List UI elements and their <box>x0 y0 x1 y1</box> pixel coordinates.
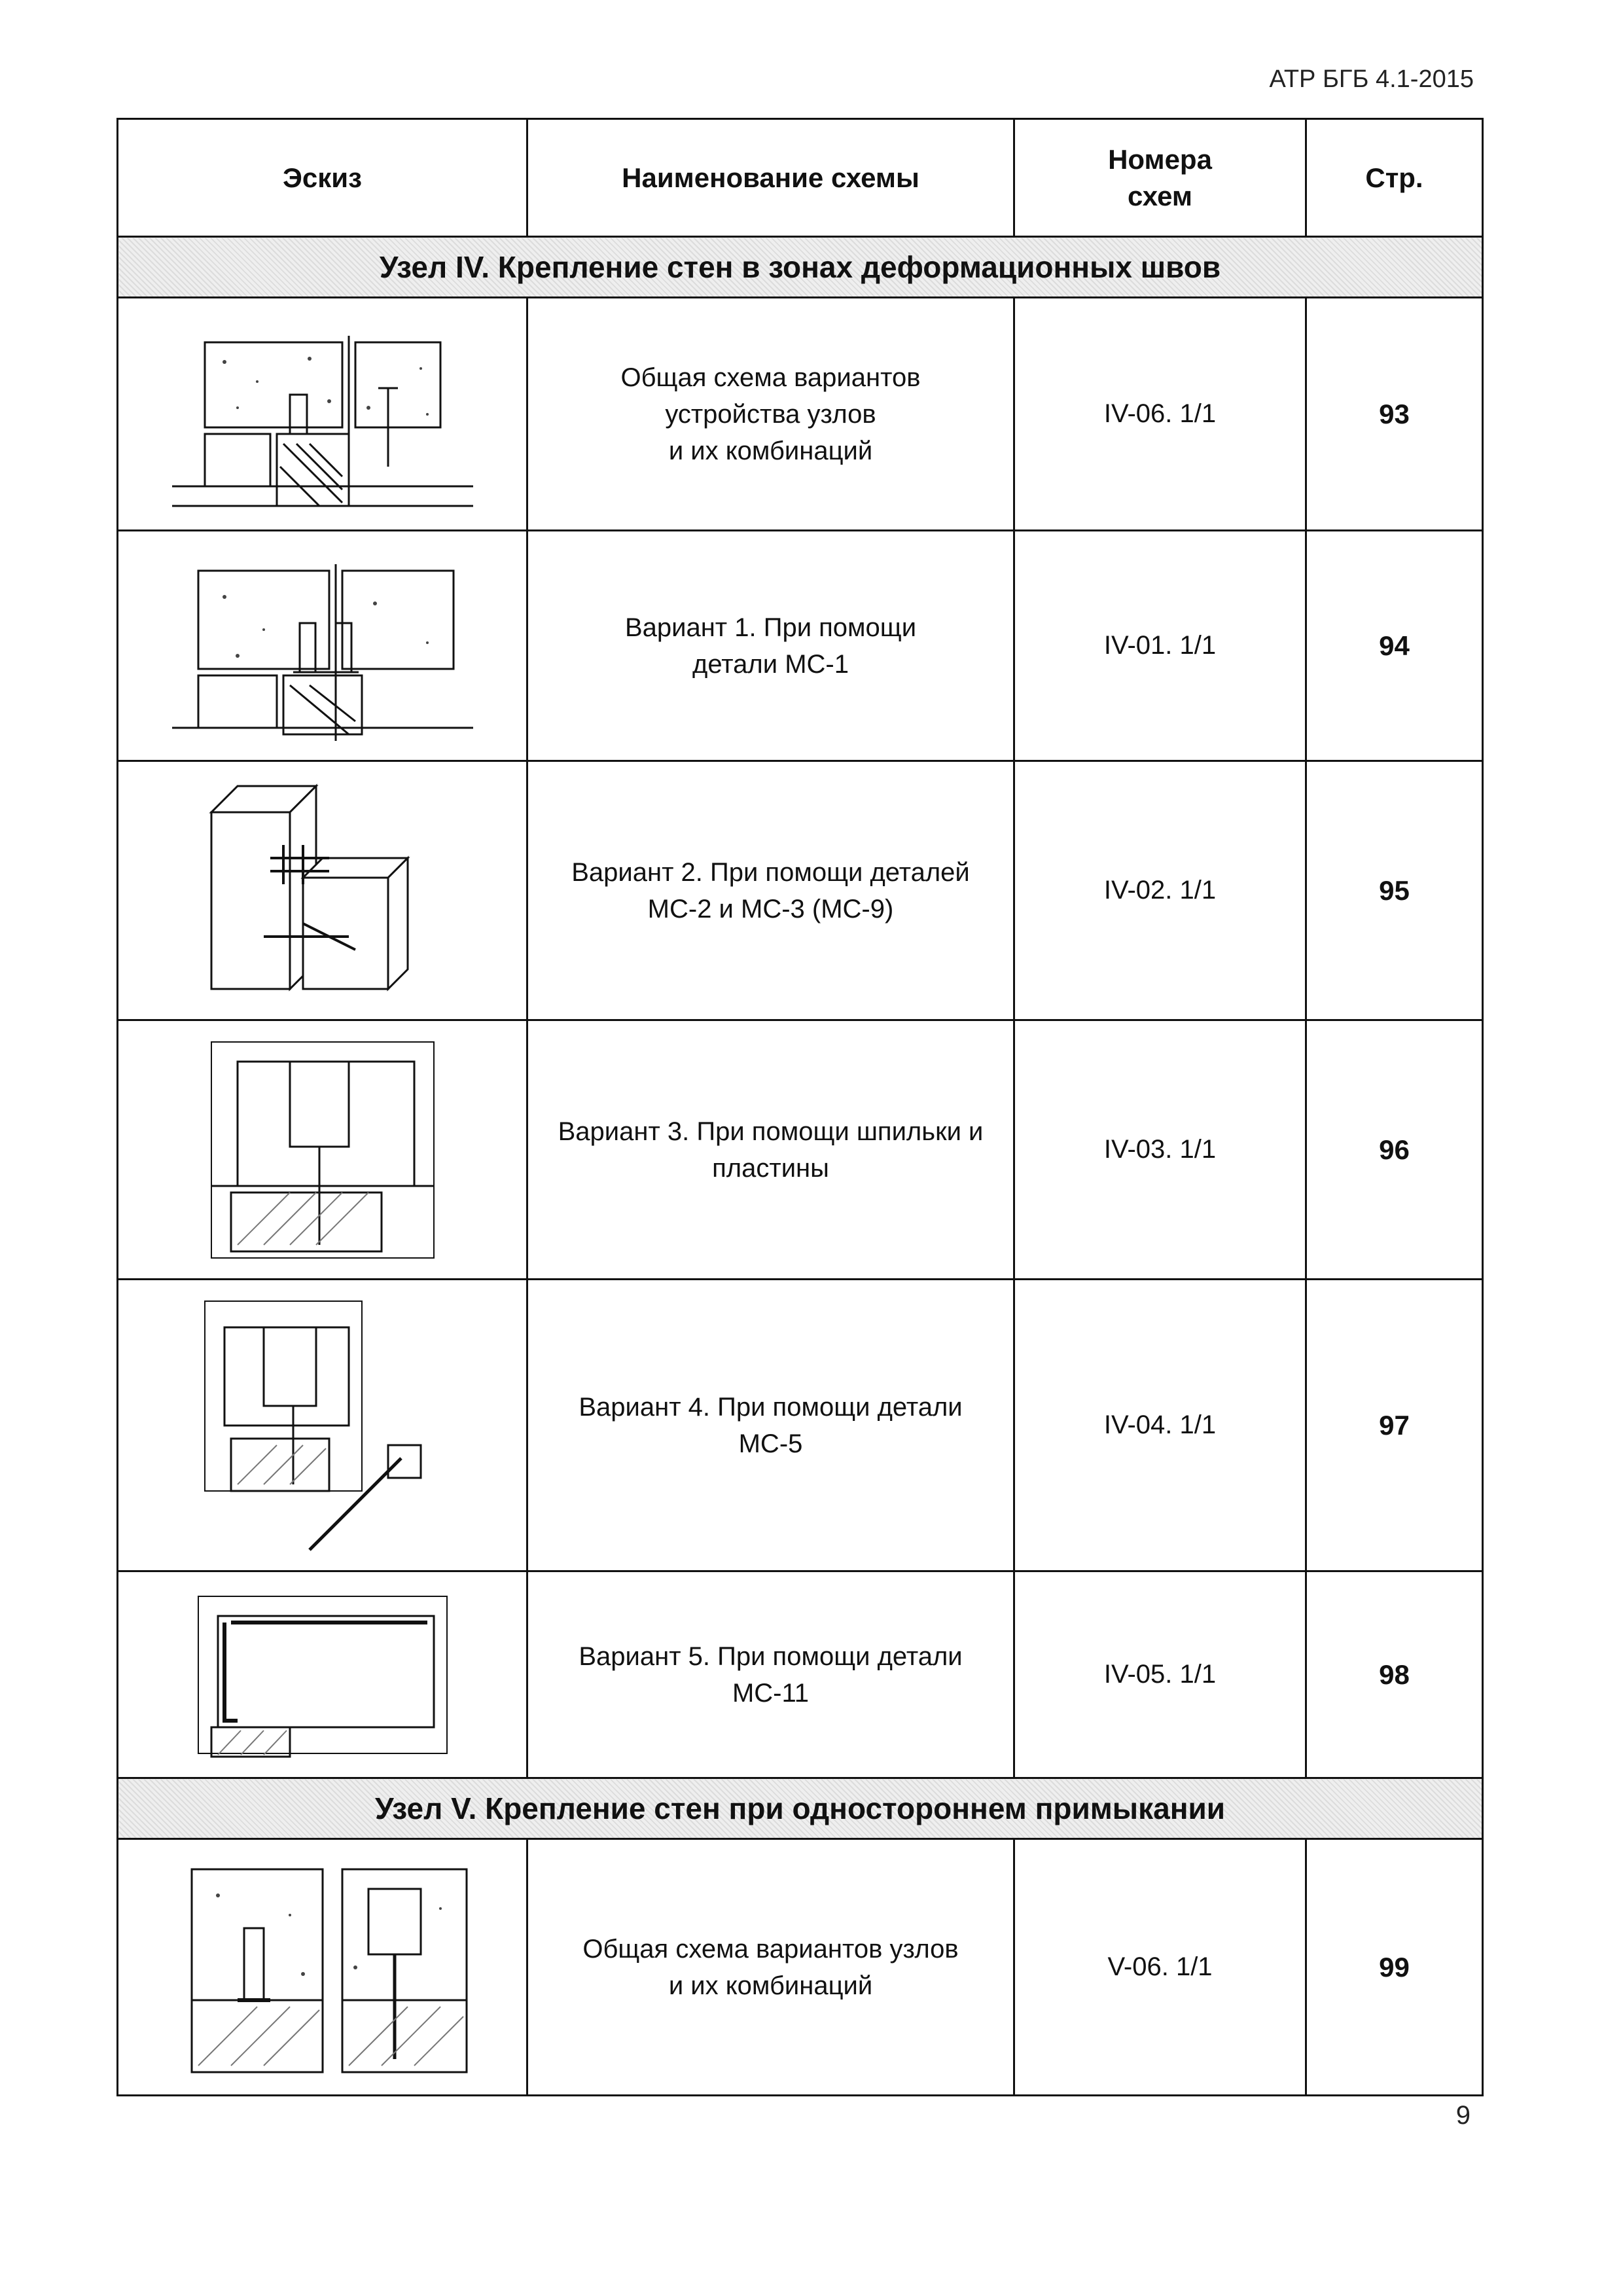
scheme-number: IV-02. 1/1 <box>1014 761 1306 1020</box>
scheme-page: 97 <box>1306 1280 1483 1571</box>
scheme-page: 99 <box>1306 1839 1483 2096</box>
isometric-blocks-drawing <box>118 761 527 1020</box>
ms11-connector-drawing <box>118 1571 527 1778</box>
table-row <box>118 1839 1483 2096</box>
header-page: Стр. <box>1306 119 1483 237</box>
schemes-table <box>116 118 1484 2096</box>
section-title: Узел V. Крепление стен при одностороннем примыкании <box>118 1778 1483 1839</box>
scheme-name: Вариант 5. При помощи детали МС-11 <box>527 1571 1014 1778</box>
scheme-name: Вариант 3. При помощи шпильки и пластины <box>527 1020 1014 1280</box>
scheme-name: Вариант 1. При помощи детали МС-1 <box>527 531 1014 761</box>
page-number: 9 <box>1455 2101 1471 2130</box>
scheme-page: 94 <box>1306 531 1483 761</box>
scheme-name: Общая схема вариантов узлов и их комбинаций <box>527 1839 1014 2096</box>
table-row <box>118 531 1483 761</box>
table-row <box>118 1020 1483 1280</box>
scheme-name: Вариант 4. При помощи детали МС-5 <box>527 1280 1014 1571</box>
scheme-page: 93 <box>1306 298 1483 531</box>
section-row <box>118 1778 1483 1839</box>
section-row <box>118 237 1483 298</box>
one-sided-joint-drawing <box>118 1839 527 2096</box>
pin-plate-drawing <box>118 1020 527 1280</box>
scheme-number: IV-05. 1/1 <box>1014 1571 1306 1778</box>
table-header-row <box>118 119 1483 237</box>
scheme-number: IV-01. 1/1 <box>1014 531 1306 761</box>
scheme-number: V-06. 1/1 <box>1014 1839 1306 2096</box>
scheme-page: 98 <box>1306 1571 1483 1778</box>
scheme-name: Общая схема вариантов устройства узлов и их комбинаций <box>527 298 1014 531</box>
document-code: АТР БГБ 4.1-2015 <box>1269 65 1474 93</box>
header-name: Наименование схемы <box>527 119 1014 237</box>
joint-overview-drawing <box>118 298 527 531</box>
scheme-number: IV-03. 1/1 <box>1014 1020 1306 1280</box>
table-row <box>118 1280 1483 1571</box>
table-row <box>118 298 1483 531</box>
ms5-connector-drawing <box>118 1280 527 1571</box>
header-numbers: Номера схем <box>1014 119 1306 237</box>
table-row <box>118 761 1483 1020</box>
scheme-name: Вариант 2. При помощи деталей МС-2 и МС-3 (МС-9) <box>527 761 1014 1020</box>
scheme-number: IV-06. 1/1 <box>1014 298 1306 531</box>
scheme-page: 96 <box>1306 1020 1483 1280</box>
table-row <box>118 1571 1483 1778</box>
scheme-page: 95 <box>1306 761 1483 1020</box>
header-sketch: Эскиз <box>118 119 527 237</box>
scheme-number: IV-04. 1/1 <box>1014 1280 1306 1571</box>
ms1-connector-drawing <box>118 531 527 761</box>
section-title: Узел IV. Крепление стен в зонах деформационных швов <box>118 237 1483 298</box>
